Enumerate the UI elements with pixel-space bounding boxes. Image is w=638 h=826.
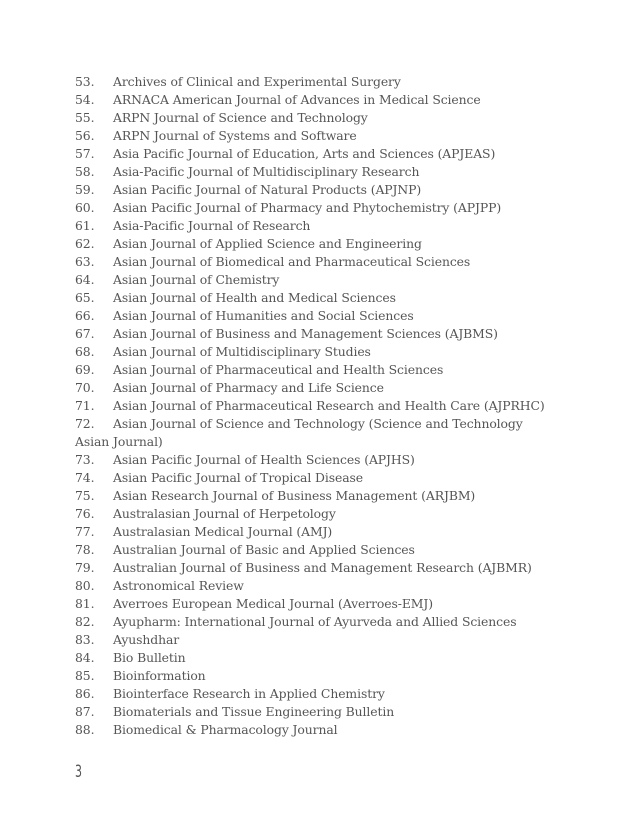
journal-title: Ayupharm: International Journal of Ayurveda and Allied Sciences bbox=[113, 614, 517, 629]
journal-title: Asian Journal of Humanities and Social Sciences bbox=[113, 308, 414, 323]
journal-title: Asian Journal of Pharmacy and Life Science bbox=[113, 380, 384, 395]
list-item bbox=[75, 253, 545, 271]
journal-list bbox=[75, 73, 545, 739]
list-item-number: 64. bbox=[75, 272, 95, 287]
list-item bbox=[75, 451, 545, 469]
journal-title: ARPN Journal of Systems and Software bbox=[113, 128, 357, 143]
list-item bbox=[75, 703, 545, 721]
list-item-number: 73. bbox=[75, 452, 95, 467]
journal-title: Asian Journal of Biomedical and Pharmaceutical Sciences bbox=[113, 254, 471, 269]
list-item bbox=[75, 145, 545, 163]
list-item-number: 77. bbox=[75, 524, 95, 539]
list-item bbox=[75, 127, 545, 145]
list-item bbox=[75, 199, 545, 217]
list-item bbox=[75, 667, 545, 685]
page-number: 3 bbox=[75, 762, 83, 782]
list-item-number: 54. bbox=[75, 92, 95, 107]
journal-title: Asian Journal of Pharmaceutical and Health Sciences bbox=[113, 362, 444, 377]
list-item-number: 86. bbox=[75, 686, 95, 701]
list-item-number: 80. bbox=[75, 578, 95, 593]
list-item bbox=[75, 325, 545, 343]
list-item-number: 59. bbox=[75, 182, 95, 197]
journal-title: Asia-Pacific Journal of Multidisciplinary Research bbox=[113, 164, 420, 179]
list-item bbox=[75, 91, 545, 109]
list-item bbox=[75, 469, 545, 487]
list-item bbox=[75, 109, 545, 127]
list-item bbox=[75, 379, 545, 397]
journal-title: Asian Journal of Pharmaceutical Research and Health Care (AJPRHC) bbox=[113, 398, 545, 413]
journal-title: Asian Pacific Journal of Health Sciences (APJHS) bbox=[113, 452, 415, 467]
journal-title: Biomedical & Pharmacology Journal bbox=[113, 722, 338, 737]
journal-title: Ayushdhar bbox=[113, 632, 180, 647]
list-item-number: 83. bbox=[75, 632, 95, 647]
list-item bbox=[75, 289, 545, 307]
journal-title: Asian Pacific Journal of Pharmacy and Phytochemistry (APJPP) bbox=[113, 200, 502, 215]
list-item bbox=[75, 631, 545, 649]
journal-title: Australian Journal of Business and Management Research (AJBMR) bbox=[113, 560, 532, 575]
list-item bbox=[75, 415, 545, 451]
list-item-number: 65. bbox=[75, 290, 95, 305]
list-item-number: 81. bbox=[75, 596, 95, 611]
list-item-number: 69. bbox=[75, 362, 95, 377]
list-item bbox=[75, 73, 545, 91]
list-item-number: 85. bbox=[75, 668, 95, 683]
journal-title: Australian Journal of Basic and Applied Sciences bbox=[113, 542, 415, 557]
list-item-number: 76. bbox=[75, 506, 95, 521]
journal-title: Asian Research Journal of Business Management (ARJBM) bbox=[113, 488, 476, 503]
list-item-number: 56. bbox=[75, 128, 95, 143]
list-item-number: 78. bbox=[75, 542, 95, 557]
list-item-number: 79. bbox=[75, 560, 95, 575]
list-item-number: 63. bbox=[75, 254, 95, 269]
journal-title: Asian Journal of Multidisciplinary Studies bbox=[113, 344, 371, 359]
list-item-number: 75. bbox=[75, 488, 95, 503]
list-item bbox=[75, 685, 545, 703]
list-item-number: 67. bbox=[75, 326, 95, 341]
list-item bbox=[75, 541, 545, 559]
list-item-number: 74. bbox=[75, 470, 95, 485]
list-item-number: 72. bbox=[75, 416, 95, 431]
journal-title: Asian Pacific Journal of Tropical Disease bbox=[113, 470, 363, 485]
journal-title: ARPN Journal of Science and Technology bbox=[113, 110, 368, 125]
list-item-number: 60. bbox=[75, 200, 95, 215]
list-item-number: 66. bbox=[75, 308, 95, 323]
list-item-number: 71. bbox=[75, 398, 95, 413]
list-item-number: 70. bbox=[75, 380, 95, 395]
journal-title: Australasian Journal of Herpetology bbox=[113, 506, 336, 521]
list-item-number: 62. bbox=[75, 236, 95, 251]
list-item bbox=[75, 721, 545, 739]
journal-title: Asian Journal of Health and Medical Sciences bbox=[113, 290, 396, 305]
list-item bbox=[75, 217, 545, 235]
list-item bbox=[75, 271, 545, 289]
list-item bbox=[75, 343, 545, 361]
list-item-number: 55. bbox=[75, 110, 95, 125]
journal-title: Asia Pacific Journal of Education, Arts and Sciences (APJEAS) bbox=[113, 146, 496, 161]
journal-title: Asian Journal of Applied Science and Engineering bbox=[113, 236, 422, 251]
list-item-number: 82. bbox=[75, 614, 95, 629]
journal-title: Averroes European Medical Journal (Averroes-EMJ) bbox=[113, 596, 433, 611]
list-item bbox=[75, 595, 545, 613]
journal-title: Biointerface Research in Applied Chemistry bbox=[113, 686, 385, 701]
journal-title: Asia-Pacific Journal of Research bbox=[113, 218, 311, 233]
list-item bbox=[75, 163, 545, 181]
list-item bbox=[75, 613, 545, 631]
list-item-number: 58. bbox=[75, 164, 95, 179]
list-item bbox=[75, 649, 545, 667]
journal-title: Asian Journal of Chemistry bbox=[113, 272, 280, 287]
list-item bbox=[75, 487, 545, 505]
journal-title: Bioinformation bbox=[113, 668, 206, 683]
journal-title: Asian Journal of Business and Management Sciences (AJBMS) bbox=[113, 326, 498, 341]
list-item-number: 87. bbox=[75, 704, 95, 719]
list-item bbox=[75, 235, 545, 253]
journal-title: Astronomical Review bbox=[113, 578, 244, 593]
list-item bbox=[75, 181, 545, 199]
list-item bbox=[75, 505, 545, 523]
list-item-number: 88. bbox=[75, 722, 95, 737]
journal-title: Asian Journal of Science and Technology (Science and Technology Asian Journal) bbox=[75, 416, 523, 449]
journal-title: ARNACA American Journal of Advances in Medical Science bbox=[113, 92, 481, 107]
journal-title: Asian Pacific Journal of Natural Products (APJNP) bbox=[113, 182, 422, 197]
list-item bbox=[75, 523, 545, 541]
list-item-number: 53. bbox=[75, 74, 95, 89]
list-item bbox=[75, 397, 545, 415]
list-item bbox=[75, 361, 545, 379]
list-item bbox=[75, 559, 545, 577]
journal-title: Australasian Medical Journal (AMJ) bbox=[113, 524, 333, 539]
list-item-number: 68. bbox=[75, 344, 95, 359]
list-item bbox=[75, 577, 545, 595]
journal-title: Archives of Clinical and Experimental Surgery bbox=[113, 74, 401, 89]
list-item-number: 61. bbox=[75, 218, 95, 233]
list-item bbox=[75, 307, 545, 325]
journal-title: Bio Bulletin bbox=[113, 650, 186, 665]
list-item-number: 57. bbox=[75, 146, 95, 161]
list-item-number: 84. bbox=[75, 650, 95, 665]
journal-title: Biomaterials and Tissue Engineering Bulletin bbox=[113, 704, 395, 719]
